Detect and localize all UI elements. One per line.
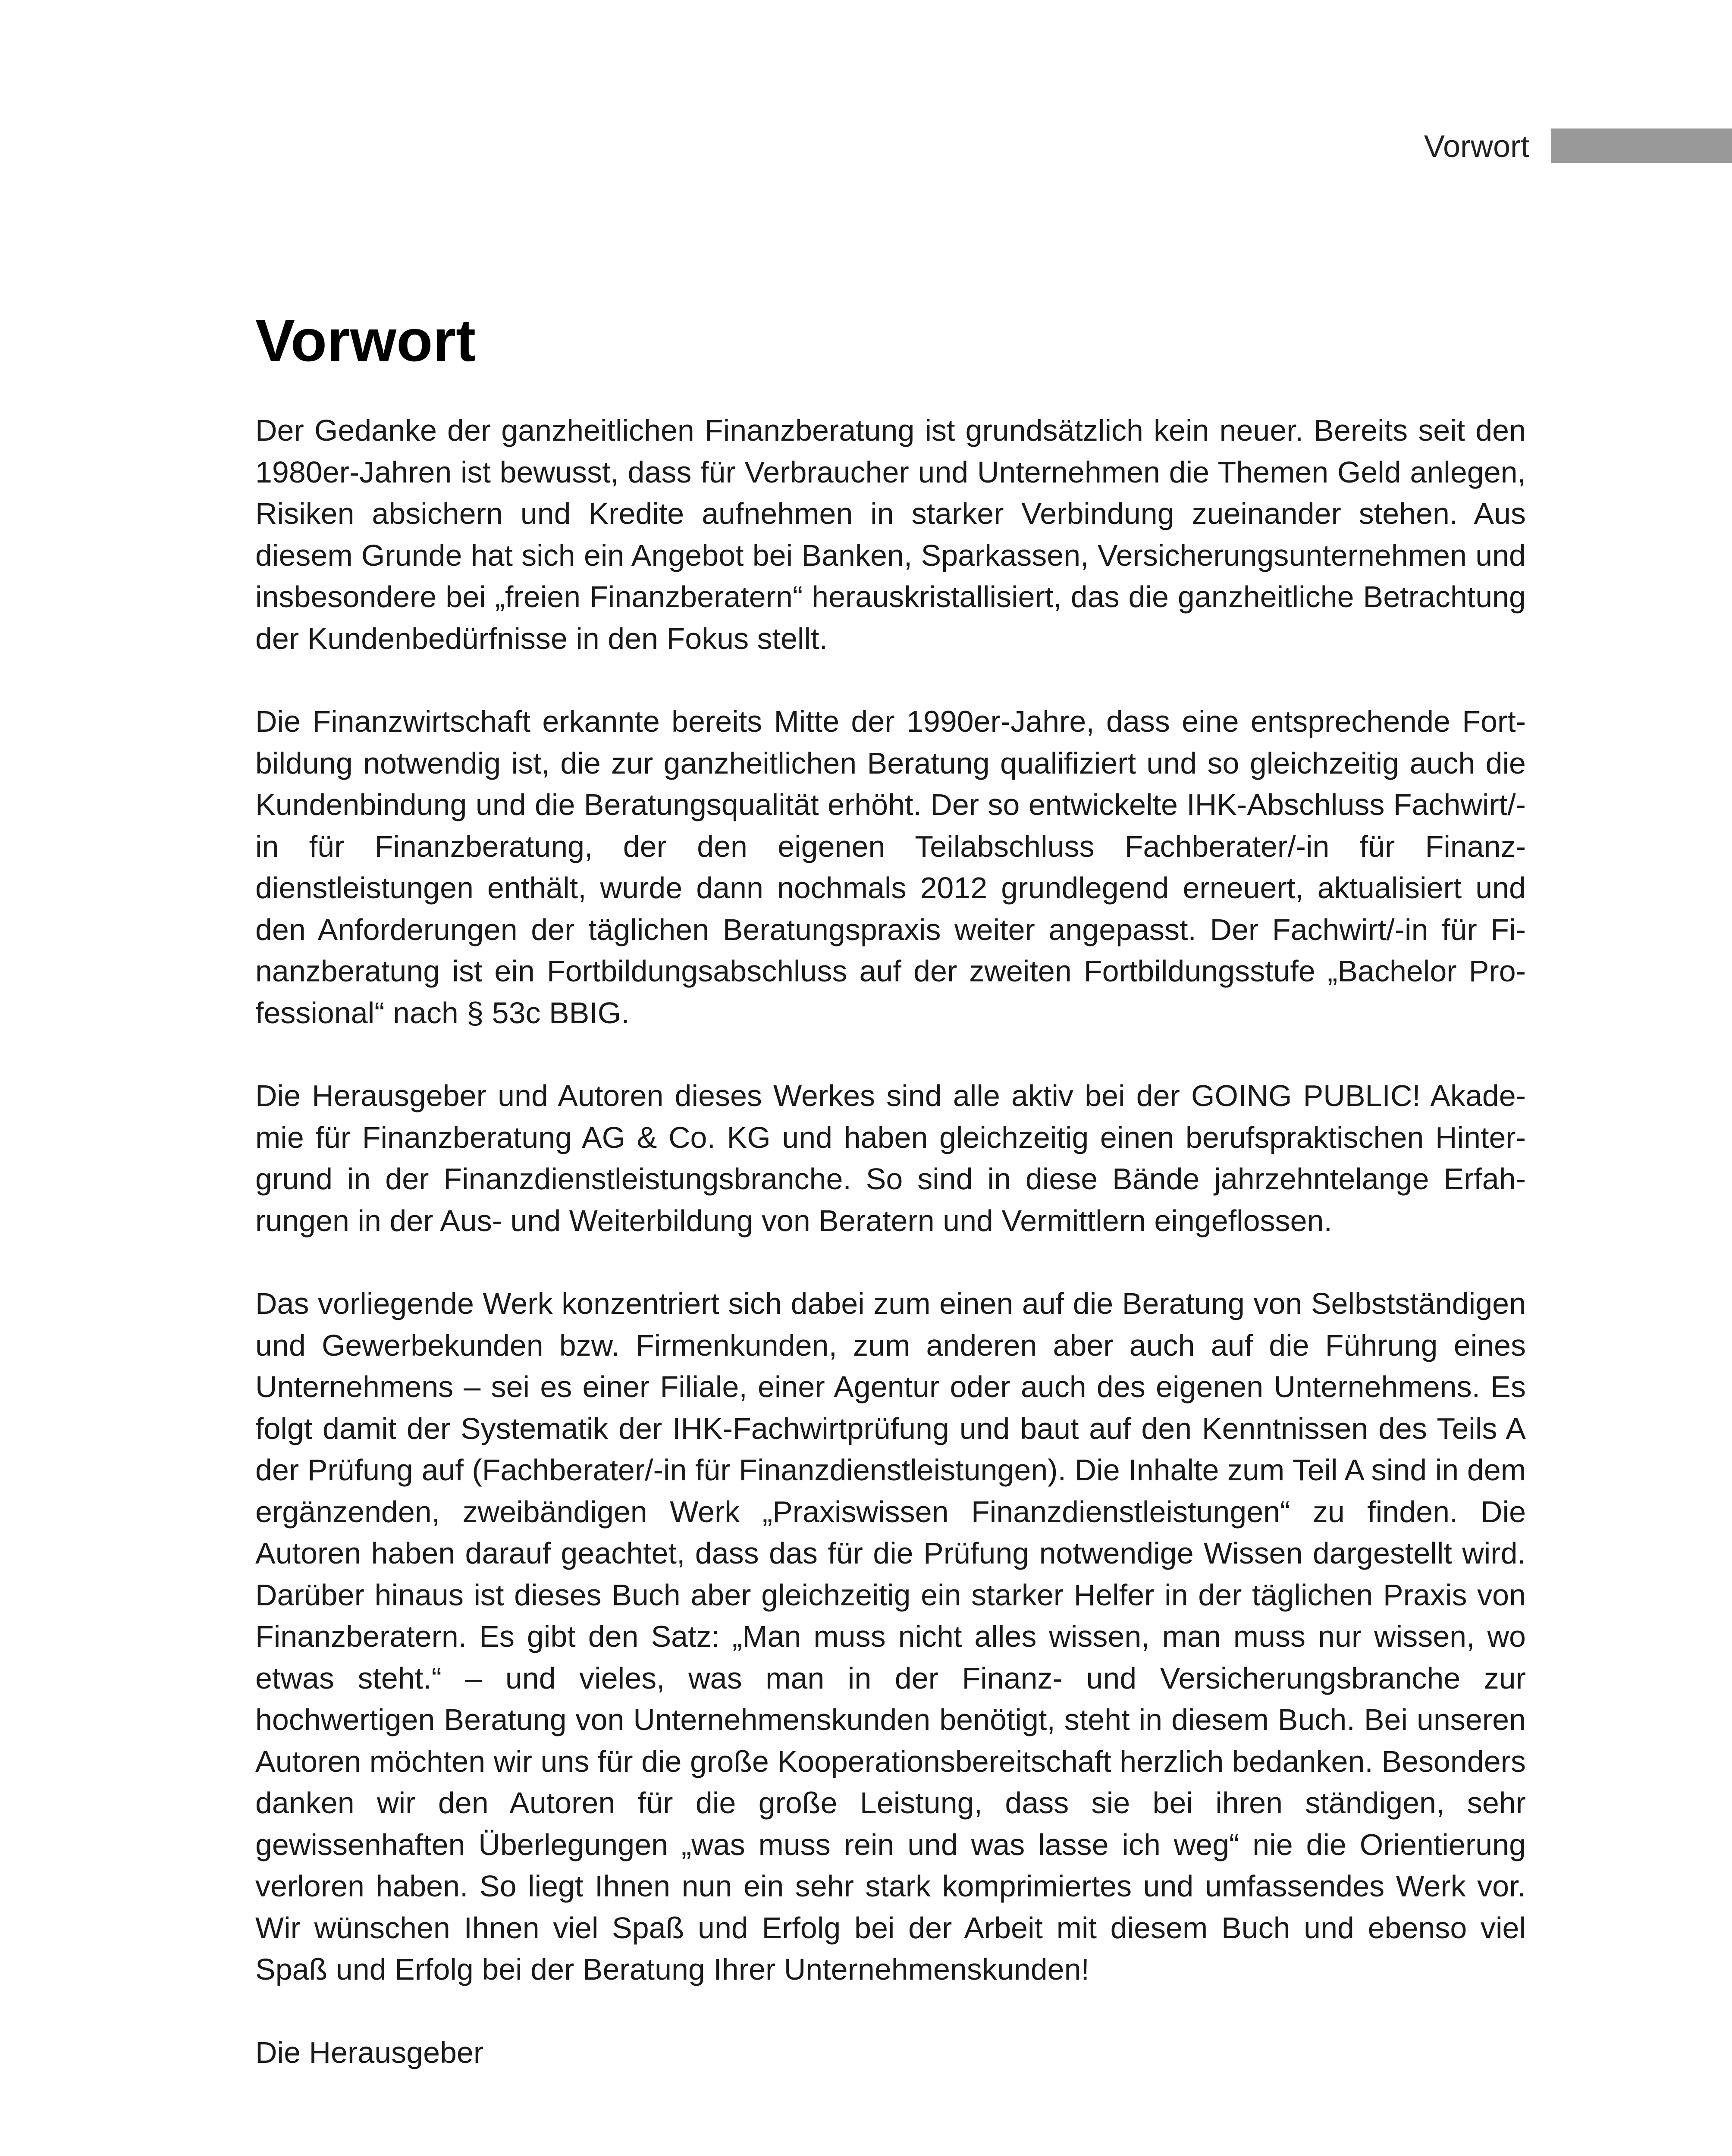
paragraph-2: Die Finanzwirtschaft erkannte bereits Mitte der 1990er-Jahre, dass eine entsprechende Fortbildung notwendig ist, die zur ganzheitlichen Beratung qualifiziert und so gleichzeitig auch die Kundenbindung und die Beratungsqualität erhöht. Der so entwickelte IHK-Abschluss Fachwirt/-in für Finanzberatung, der den eigenen Teilabschluss Fachberater/-in für Finanzdienstleistungen enthält, wurde dann nochmals 2012 grundlegend erneuert, aktualisiert und den Anforderungen der täglichen Beratungspraxis weiter angepasst. Der Fachwirt/-in für Finanzberatung ist ein Fortbildungsabschluss auf der zweiten Fortbildungsstufe „Bachelor Professional“ nach § 53c BBIG. (255, 705, 1526, 1030)
page-title: Vorwort (255, 307, 476, 374)
signature: Die Herausgeber (255, 2035, 484, 2069)
paragraph-3: Die Herausgeber und Autoren dieses Werkes sind alle aktiv bei der GOING PUBLIC! Akademie für Finanzberatung AG & Co. KG und haben gleichzeitig einen berufspraktischen Hintergrund in der Finanzdienstleistungsbranche. So sind in diese Bände jahrzehntelange Erfahrungen in der Aus- und Weiterbildung von Beratern und Vermittlern eingeflossen. (255, 1079, 1526, 1238)
running-header-title: Vorwort (1424, 129, 1529, 164)
paragraph-4: Das vorliegende Werk konzentriert sich dabei zum einen auf die Beratung von Selbstständigen und Gewerbekunden bzw. Firmenkunden, zum anderen aber auch auf die Führung eines Unternehmens – sei es einer Filiale, einer Agentur oder auch des eigenen Unternehmens. Es folgt damit der Systematik der IHK-Fachwirtprüfung und baut auf den Kenntnissen des Teils A der Prüfung auf (Fachberater/-in für Finanzdienstleistungen). Die Inhalte zum Teil A sind in dem ergänzenden, zweibändigen Werk „Praxiswissen Finanzdienstleistungen“ zu finden. Die Autoren haben darauf geachtet, dass das für die Prüfung notwendige Wissen dargestellt wird. Darüber hinaus ist dieses Buch aber gleichzeitig ein starker Helfer in der täglichen Praxis von Finanzberatern. Es gibt den Satz: „Man muss nicht alles wissen, man muss nur wissen, wo etwas steht.“ – und vieles, was man in der Finanz- und Versicherungsbranche zur hochwertigen Beratung von Unternehmenskunden benötigt, steht in diesem Buch. Bei unseren Autoren möchten wir uns für die große Kooperationsbereitschaft herzlich bedanken. Besonders danken wir den Autoren für die große Leistung, dass sie bei ihren ständigen, sehr gewissenhaften Überlegungen „was muss rein und was lasse ich weg“ nie die Orientierung verloren haben. So liegt Ihnen nun ein sehr stark komprimiertes und umfassendes Werk vor. Wir wünschen Ihnen viel Spaß und Erfolg bei der Arbeit mit diesem Buch und ebenso viel Spaß und Erfolg bei der Beratung Ihrer Unternehmenskunden! (255, 1287, 1526, 1986)
paragraph-1: Der Gedanke der ganzheitlichen Finanzberatung ist grundsätzlich kein neuer. Bereits seit den 1980er-Jahren ist bewusst, dass für Verbraucher und Unternehmen die Themen Geld anlegen, Risiken absichern und Kredite aufnehmen in starker Verbindung zueinander stehen. Aus diesem Grunde hat sich ein Angebot bei Banken, Sparkassen, Versicherungsunternehmen und insbesondere bei „freien Finanzberatern“ herauskristallisiert, das die ganzheitliche Betrachtung der Kundenbedürfnisse in den Fokus stellt. (255, 414, 1526, 655)
page-content (255, 302, 1526, 2073)
header-accent-bar (1551, 128, 1732, 163)
